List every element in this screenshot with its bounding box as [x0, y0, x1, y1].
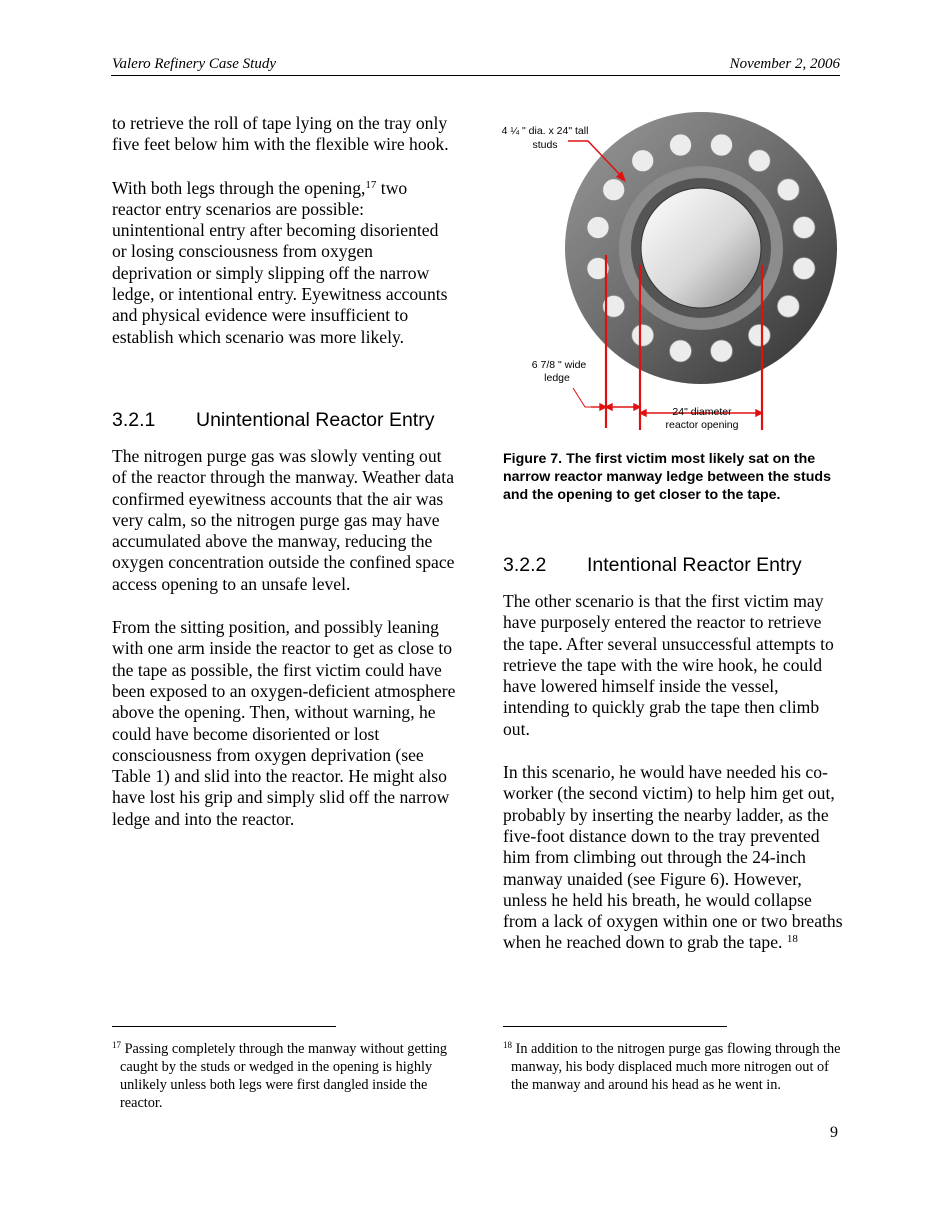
manway-figure — [495, 100, 845, 440]
header-title: Valero Refinery Case Study — [112, 56, 276, 72]
left-column-section — [112, 446, 457, 852]
stud — [777, 295, 799, 317]
footnote-rule-left — [112, 1026, 336, 1027]
footnote-rule-right — [503, 1026, 727, 1027]
stud — [603, 179, 625, 201]
left-column — [112, 113, 457, 370]
stud — [793, 217, 815, 239]
paragraph: The other scenario is that the first victim may have purposely entered the reactor to retrieve the tape. After several unsuccessful attempts to retrieve the tape with the wire hook, he could have lowered himself inside the vessel, intending to quickly grab the tape then climb out. — [503, 591, 834, 739]
paragraph: With both legs through the opening,$^{17}$ two reactor entry scenarios are possible: unintentional entry after becoming disoriented or losing consciousness from oxygen deprivation or simply slipping off the narrow ledge, or intentional entry. Eyewitness accounts and physical evidence were insufficient to establish which scenario was more likely. — [112, 177, 448, 347]
stud — [670, 340, 692, 362]
opening-label: 24" diameter reactor opening — [665, 406, 739, 431]
right-column — [503, 591, 843, 976]
stud — [711, 134, 733, 156]
stud — [748, 324, 770, 346]
stud — [777, 179, 799, 201]
header-rule — [111, 75, 840, 76]
stud — [632, 150, 654, 172]
studs-label: 4 ¼ " dia. x 24" tall studs — [501, 125, 589, 151]
section-heading-322: 3.2.2 Intentional Reactor Entry — [503, 554, 802, 576]
header-date: November 2, 2006 — [729, 56, 840, 72]
ledge-label: 6 7/8 " wide ledge — [531, 359, 587, 384]
footnote-ref[interactable]: 17 — [365, 178, 377, 191]
stud — [748, 150, 770, 172]
figure-caption: Figure 7. The first victim most likely sat on the narrow reactor manway ledge between the studs and the opening to get closer to the tape. — [503, 451, 831, 504]
footnote-ref[interactable]: 18 — [786, 933, 798, 946]
reactor-opening — [641, 188, 761, 308]
stud — [632, 324, 654, 346]
stud — [587, 217, 609, 239]
stud — [711, 340, 733, 362]
footnote-18: $^{18}$ In addition to the nitrogen purge gas flowing through the manway, his body displaced much more nitrogen out of the manway and around his head as he went in. — [503, 1040, 841, 1093]
section-heading-321: 3.2.1 Unintentional Reactor Entry — [112, 409, 435, 431]
paragraph: to retrieve the roll of tape lying on the tray only five feet below him with the flexible wire hook. — [112, 113, 449, 155]
footnote-17: $^{17}$ Passing completely through the manway without getting caught by the studs or wedged in the opening is highly unlikely unless both legs were first dangled inside the reactor. — [112, 1040, 448, 1111]
paragraph: In this scenario, he would have needed his co-worker (the second victim) to help him get out, probably by inserting the nearby ladder, as the five-foot distance down to the tray prevented him from climbing out through the 24-inch manway unaided (see Figure 6). However, unless he held his breath, he would collapse from a lack of oxygen within one or two breaths when he reached down to grab the tape. $^{18}$ — [503, 762, 843, 953]
stud — [670, 134, 692, 156]
paragraph: The nitrogen purge gas was slowly venting out of the reactor through the manway. Weather data confirmed eyewitness accounts that the air was very calm, so the nitrogen purge gas may have accumulated above the manway, reducing the oxygen concentration outside the confined space access opening to an unsafe level. — [112, 446, 455, 594]
paragraph: From the sitting position, and possibly leaning with one arm inside the reactor to get as close to the tape as possible, the first victim could have been exposed to an oxygen-deficient atmosphere above the opening. Then, without warning, he could have become disoriented or lost consciousness from oxygen deprivation (see Table 1) and slid into the reactor. He might also have lost his grip and simply slid off the narrow ledge and into the reactor. — [112, 617, 456, 829]
stud — [793, 258, 815, 280]
page-number: 9 — [830, 1124, 838, 1141]
